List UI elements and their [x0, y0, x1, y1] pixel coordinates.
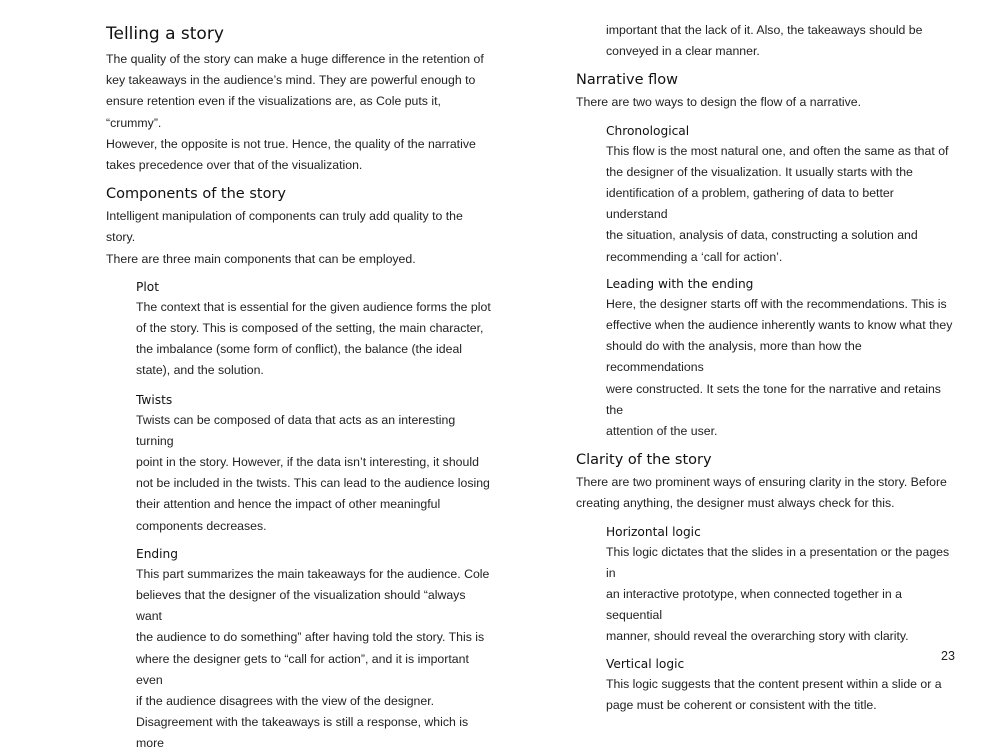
text-line: However, the opposite is not true. Hence, the quality of the narrative: [106, 136, 476, 151]
text-line: This logic suggests that the content present within a slide or a: [606, 676, 942, 691]
text-line: were constructed. It sets the tone for the narrative and retains the: [606, 381, 941, 417]
narrative-body: [576, 92, 956, 113]
text-line: page must be coherent or consistent with the title.: [606, 697, 877, 712]
text-line: This flow is the most natural one, and often the same as that of: [606, 143, 949, 158]
text-line: the designer of the visualization. It usually starts with the: [606, 164, 913, 179]
narrative-subsections: [576, 122, 956, 443]
left-column: [106, 0, 491, 755]
text-line: if the audience disagrees with the view of the designer.: [136, 694, 435, 709]
text-line: not be included in the twists. This can lead to the audience losing: [136, 476, 490, 491]
text-line: the situation, analysis of data, constructing a solution and: [606, 228, 918, 243]
text-line: There are two ways to design the flow of a narrative.: [576, 95, 862, 110]
text-line: of the story. This is composed of the setting, the main character,: [136, 321, 484, 336]
heading-horizontal-logic: Horizontal logic: [606, 524, 701, 539]
text-line: attention of the user.: [606, 424, 718, 439]
text-line: important that the lack of it. Also, the takeaways should be: [606, 23, 923, 37]
heading-plot: Plot: [136, 279, 159, 294]
text-line: manner, should reveal the overarching story with clarity.: [606, 629, 909, 644]
text-line: Disagreement with the takeaways is still a response, which is more: [136, 715, 469, 751]
text-line: takes precedence over that of the visualization.: [106, 158, 363, 173]
chronological-body: [606, 141, 956, 268]
text-line: where the designer gets to “call for action”, and it is important even: [136, 651, 469, 687]
heading-clarity-of-the-story: Clarity of the story: [576, 452, 712, 469]
text-line: This part summarizes the main takeaways for the audience. Cole: [136, 566, 490, 581]
ending-continuation: [576, 20, 956, 62]
text-line: There are two prominent ways of ensuring clarity in the story. Before: [576, 475, 947, 490]
text-line: should do with the analysis, more than how the recommendations: [606, 339, 862, 375]
heading-ending: Ending: [136, 546, 179, 561]
heading-leading-with-the-ending: Leading with the ending: [606, 276, 754, 291]
text-line: Here, the designer starts off with the recommendations. This is: [606, 296, 947, 311]
text-line: ensure retention even if the visualizations are, as Cole puts it, “crummy”.: [106, 94, 441, 130]
heading-chronological: Chronological: [606, 123, 690, 138]
text-line: state), and the solution.: [136, 363, 264, 378]
text-line: conveyed in a clear manner.: [606, 44, 760, 59]
leading-body: [606, 294, 956, 442]
text-line: creating anything, the designer must always check for this.: [576, 496, 895, 511]
text-line: effective when the audience inherently wants to know what they: [606, 318, 953, 333]
components-body: [106, 206, 491, 270]
text-line: key takeaways in the audience’s mind. They are powerful enough to: [106, 73, 476, 88]
text-line: identification of a problem, gathering of data to better understand: [606, 186, 894, 222]
right-column: [576, 0, 956, 716]
heading-narrative-flow: Narrative flow: [576, 72, 678, 89]
page-number: 23: [941, 649, 955, 663]
twists-body: [136, 410, 491, 537]
ending-body: [136, 564, 491, 755]
plot-body: [136, 297, 491, 382]
clarity-body: [576, 472, 956, 514]
plot-section: [106, 278, 491, 755]
text-line: an interactive prototype, when connected together in a sequential: [606, 587, 903, 623]
text-line: components decreases.: [136, 518, 267, 533]
text-line: believes that the designer of the visualization should “always want: [136, 588, 466, 624]
text-line: The context that is essential for the given audience forms the plot: [136, 299, 491, 314]
text-line: Twists can be composed of data that acts as an interesting turning: [136, 412, 456, 448]
heading-twists: Twists: [136, 392, 173, 407]
text-line: point in the story. However, if the data isn’t interesting, it should: [136, 455, 479, 470]
text-line: recommending a ‘call for action’.: [606, 249, 783, 264]
text-line: There are three main components that can be employed.: [106, 251, 416, 266]
heading-components-of-the-story: Components of the story: [106, 186, 286, 203]
text-line: The quality of the story can make a huge difference in the retention of: [106, 52, 484, 66]
horizontal-body: [606, 542, 956, 648]
heading-vertical-logic: Vertical logic: [606, 656, 685, 671]
text-line: the imbalance (some form of conflict), the balance (the ideal: [136, 342, 463, 357]
text-line: This logic dictates that the slides in a presentation or the pages in: [606, 544, 950, 580]
text-line: the audience to do something” after having told the story. This is: [136, 630, 485, 645]
clarity-subsections: [576, 523, 956, 716]
telling-a-story-body: [106, 49, 491, 176]
heading-telling-a-story: Telling a story: [106, 24, 224, 44]
vertical-body: [606, 674, 956, 716]
text-line: their attention and hence the impact of other meaningful: [136, 497, 441, 512]
text-line: Intelligent manipulation of components can truly add quality to the story.: [106, 209, 463, 245]
